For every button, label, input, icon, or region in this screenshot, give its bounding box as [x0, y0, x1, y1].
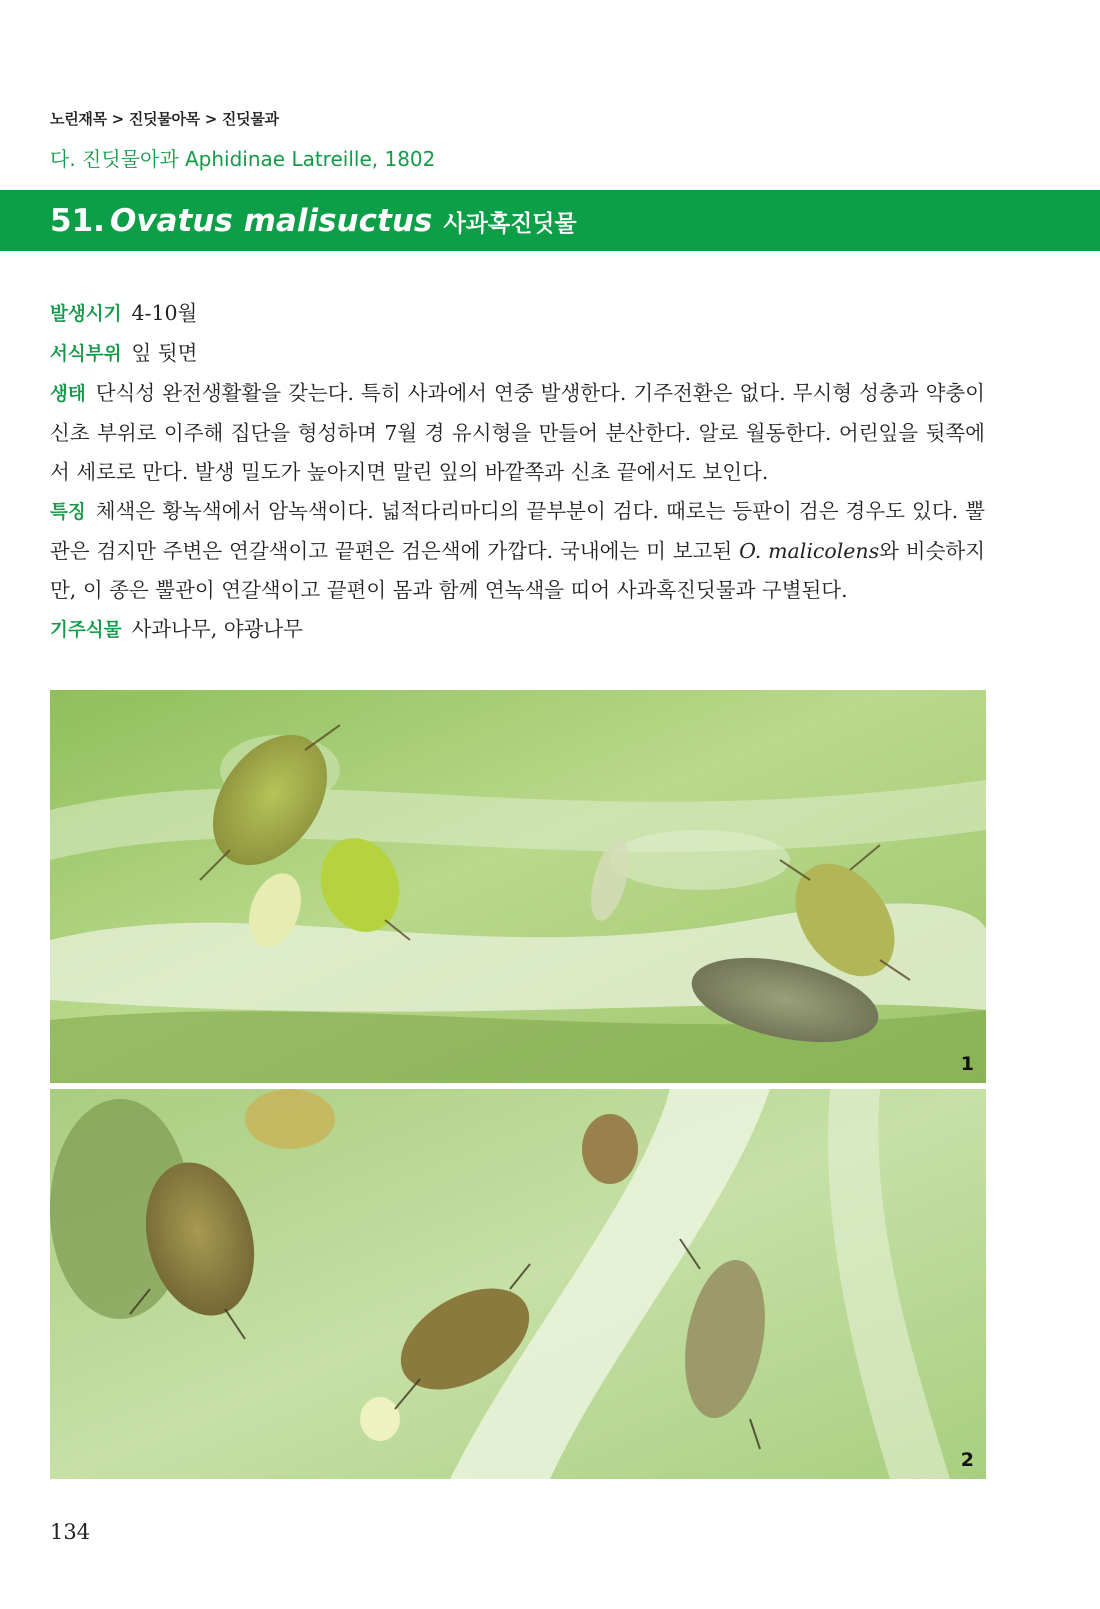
- subfamily-heading: 다. 진딧물아과 Aphidinae Latreille, 1802: [50, 147, 436, 171]
- photo-1-number: 1: [960, 1053, 974, 1075]
- species-title-bar: [0, 190, 1100, 251]
- features-label: 특징: [50, 502, 86, 523]
- occurrence-text: 4-10월: [131, 301, 198, 325]
- features-paragraph: [50, 492, 985, 610]
- ecology-label: 생태: [50, 384, 86, 405]
- photo-2-number: 2: [960, 1449, 974, 1471]
- species-scientific-name: Ovatus malisuctus: [110, 202, 433, 239]
- aphid-photo-1: [50, 690, 986, 1083]
- host-plants-paragraph: [50, 610, 985, 650]
- species-number: 51.: [50, 202, 105, 239]
- features-italic-name: O. malicolens: [739, 539, 880, 563]
- features-text-before: 체색은 황녹색에서 암녹색이다. 넓적다리마디의 끝부분이 검다. 때로는 등판이 검은 경우도 있다. 뿔관은 검지만 주변은 연갈색이고 끝편은 검은색에 가깝다. 국내에는 미 보고된: [50, 499, 985, 563]
- aphid-photo-1-image: [50, 690, 986, 1083]
- occurrence-label: 발생시기: [50, 304, 122, 325]
- page-number: 134: [50, 1520, 91, 1544]
- ecology-paragraph: [50, 374, 985, 492]
- habitat-paragraph: [50, 334, 985, 374]
- host-plants-label: 기주식물: [50, 620, 122, 641]
- species-korean-name: 사과혹진딧물: [443, 210, 577, 237]
- habitat-text: 잎 뒷면: [131, 341, 198, 365]
- features-text-after: 와 비슷하지만, 이 종은 뿔관이 연갈색이고 끝편이 몸과 함께 연녹색을 띠어 사과혹진딧물과 구별된다.: [50, 539, 985, 602]
- species-title: [0, 203, 577, 239]
- aphid-photo-2: [50, 1089, 986, 1479]
- host-plants-text: 사과나무, 야광나무: [131, 617, 303, 641]
- habitat-label: 서식부위: [50, 344, 122, 365]
- breadcrumb: 노린재목 > 진딧물아목 > 진딧물과: [50, 110, 279, 128]
- species-description: [50, 294, 985, 650]
- aphid-photo-2-image: [50, 1089, 986, 1479]
- ecology-text: 단식성 완전생활활을 갖는다. 특히 사과에서 연중 발생한다. 기주전환은 없다. 무시형 성충과 약충이 신초 부위로 이주해 집단을 형성하며 7월 경 유시형을 만들어 분산한다. 알로 월동한다. 어린잎을 뒷쪽에서 세로로 만다. 발생 밀도가 높아지면 말린 잎의 바깥쪽과 신초 끝에서도 보인다.: [50, 381, 985, 484]
- occurrence-paragraph: [50, 294, 985, 334]
